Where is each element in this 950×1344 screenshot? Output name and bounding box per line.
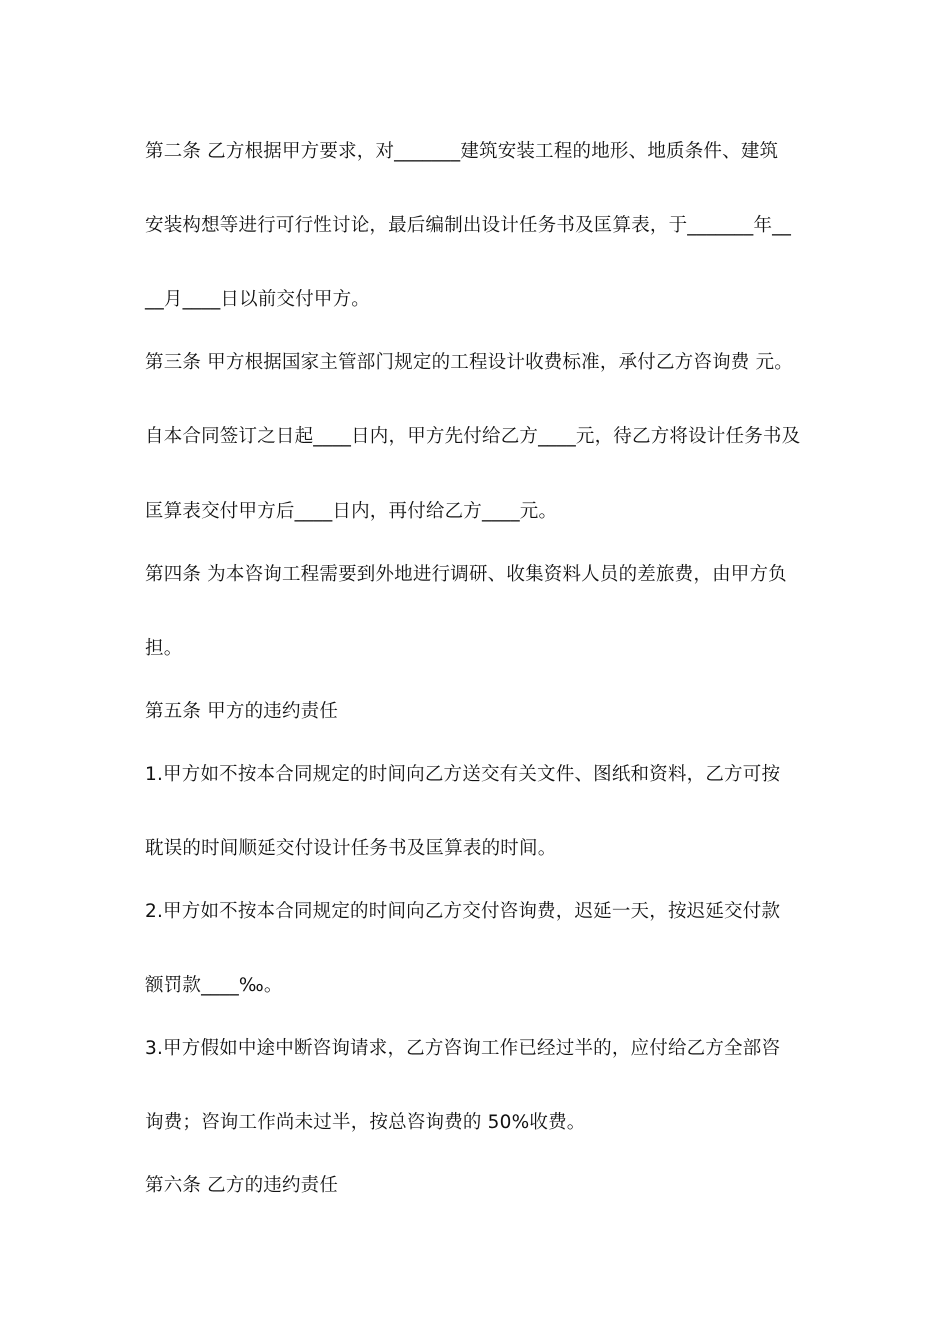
paragraph-line: 询费；咨询工作尚未过半，按总咨询费的 50%收费。 [145,1112,586,1133]
paragraph-line: 第四条 为本咨询工程需要到外地进行调研、收集资料人员的差旅费，由甲方负 [145,564,787,585]
paragraph-line: 自本合同签订之日起____日内，甲方先付给乙方____元，待乙方将设计任务书及 [145,426,801,447]
paragraph-line: 1.甲方如不按本合同规定的时间向乙方送交有关文件、图纸和资料，乙方可按 [145,764,781,785]
paragraph-line: 耽误的时间顺延交付设计任务书及匡算表的时间。 [145,838,557,859]
section-heading: 第六条 乙方的违约责任 [145,1175,339,1196]
paragraph-line: 匡算表交付甲方后____日内，再付给乙方____元。 [145,501,558,522]
paragraph-line: 担。 [145,638,183,659]
paragraph-line: 3.甲方假如中途中断咨询请求，乙方咨询工作已经过半的，应付给乙方全部咨 [145,1038,781,1059]
paragraph-line: 安装构想等进行可行性讨论，最后编制出设计任务书及匡算表，于_______年__ [145,215,792,236]
paragraph-line: 额罚款____‰。 [145,975,283,996]
section-heading: 第五条 甲方的违约责任 [145,701,339,722]
paragraph-line: 第三条 甲方根据国家主管部门规定的工程设计收费标准，承付乙方咨询费 元。 [145,352,793,373]
paragraph-line: 第二条 乙方根据甲方要求，对_______建筑安装工程的地形、地质条件、建筑 [145,141,779,162]
paragraph-line: 2.甲方如不按本合同规定的时间向乙方交付咨询费，迟延一天，按迟延交付款 [145,901,781,922]
paragraph-line: __月____日以前交付甲方。 [145,289,371,310]
